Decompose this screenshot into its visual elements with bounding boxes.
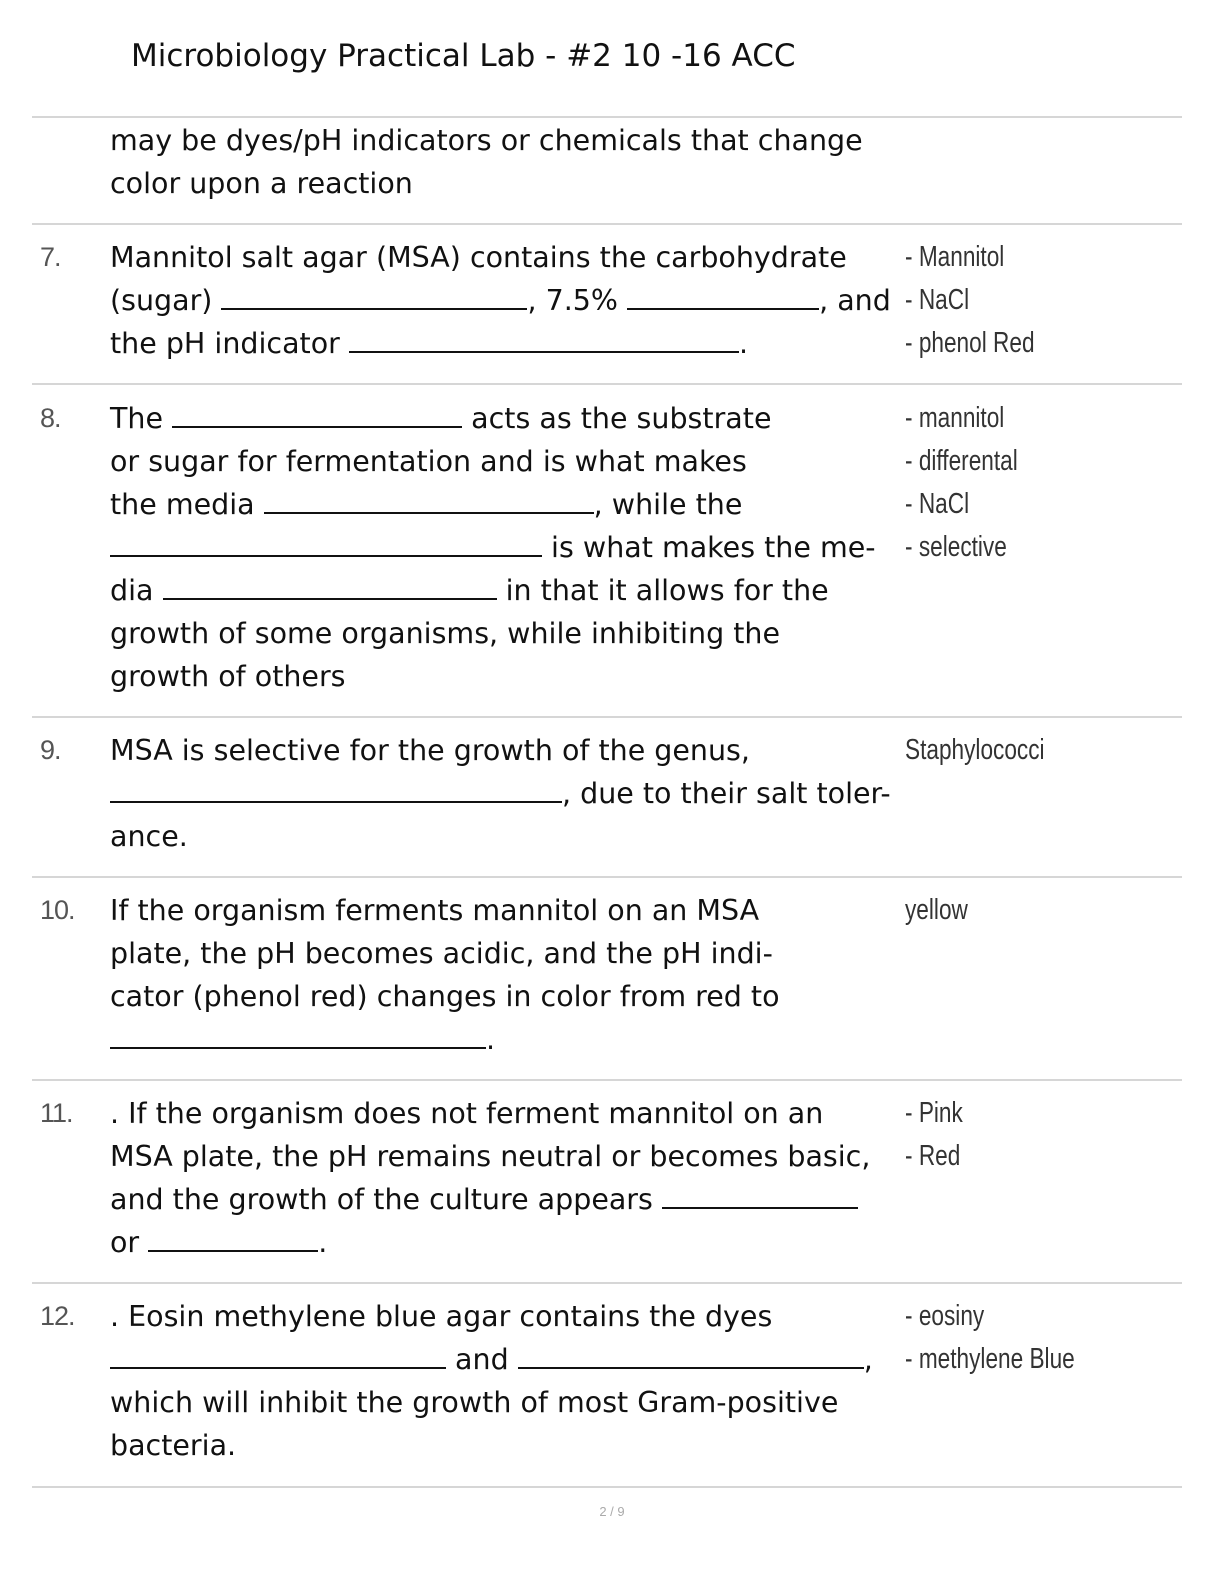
text-line: [110, 1221, 900, 1264]
text-fragment: The: [110, 402, 173, 435]
answer-blank[interactable]: [662, 1181, 858, 1209]
handwritten-answers: [905, 729, 1123, 772]
text-line: color upon a reaction: [110, 167, 413, 200]
text-line: [110, 279, 900, 322]
answer-note: yellow: [905, 894, 968, 926]
text-fragment: .: [486, 1023, 496, 1056]
text-line: . If the organism does not ferment mannitol on an: [110, 1097, 824, 1130]
answer-blank[interactable]: [110, 775, 562, 803]
intro-text: [110, 119, 900, 205]
text-line: ance.: [110, 820, 188, 853]
text-line: [110, 526, 900, 569]
text-fragment: ,: [863, 1343, 873, 1376]
text-fragment: the pH indicator: [110, 327, 349, 360]
text-fragment: .: [738, 327, 748, 360]
answer-blank[interactable]: [627, 282, 819, 310]
answer-blank[interactable]: [148, 1224, 318, 1252]
answer-note: - selective: [905, 531, 1007, 563]
page-number: 2 / 9: [599, 1504, 625, 1519]
divider: [32, 1282, 1182, 1284]
text-line: MSA is selective for the growth of the genus,: [110, 734, 750, 767]
text-line: which will inhibit the growth of most Gram-positive: [110, 1386, 839, 1419]
question-number: 9.: [40, 735, 61, 765]
answer-note: - Mannitol: [905, 241, 1005, 273]
text-line: MSA plate, the pH remains neutral or becomes basic,: [110, 1140, 871, 1173]
question-number: 12.: [40, 1301, 75, 1331]
text-fragment: and: [446, 1343, 518, 1376]
divider: [32, 716, 1182, 718]
question-number: 10.: [40, 895, 75, 925]
answer-note: - NaCl: [905, 488, 970, 520]
divider: [32, 876, 1182, 878]
answer-note: Staphylococci: [905, 734, 1045, 766]
text-line: [110, 483, 900, 526]
text-line: growth of some organisms, while inhibiting the: [110, 617, 781, 650]
text-line: [110, 569, 900, 612]
question-text: [110, 889, 900, 1061]
text-line: cator (phenol red) changes in color from red to: [110, 980, 780, 1013]
text-fragment: dia: [110, 574, 163, 607]
page-title: Microbiology Practical Lab - #2 10 -16 ACC: [131, 38, 796, 74]
question-text: [110, 1295, 900, 1467]
text-fragment: and the growth of the culture appears: [110, 1183, 662, 1216]
handwritten-answers: [905, 889, 1123, 932]
answer-blank[interactable]: [110, 529, 542, 557]
answer-note: - mannitol: [905, 402, 1005, 434]
answer-blank[interactable]: [110, 1021, 486, 1049]
answer-note: - differental: [905, 445, 1018, 477]
text-fragment: acts as the substrate: [462, 402, 772, 435]
text-fragment: or: [110, 1226, 149, 1259]
question-text: [110, 1092, 900, 1264]
answer-blank[interactable]: [518, 1341, 864, 1369]
text-line: [110, 1018, 900, 1061]
answer-note: - phenol Red: [905, 327, 1035, 359]
divider: [32, 223, 1182, 225]
handwritten-answers: [905, 397, 1123, 569]
divider: [32, 1486, 1182, 1488]
text-line: [110, 772, 900, 815]
answer-note: - Pink: [905, 1097, 963, 1129]
question-text: [110, 397, 900, 698]
text-line: [110, 1338, 900, 1381]
text-fragment: , 7.5%: [527, 284, 628, 317]
text-line: [110, 322, 900, 365]
handwritten-answers: [905, 236, 1123, 365]
text-fragment: , due to their salt toler-: [562, 777, 891, 810]
text-fragment: , and: [819, 284, 891, 317]
text-fragment: the media: [110, 488, 264, 521]
question-text: [110, 729, 900, 858]
question-number: 11.: [40, 1098, 73, 1128]
text-fragment: is what makes the me-: [542, 531, 876, 564]
question-text: [110, 236, 900, 365]
divider: [32, 116, 1182, 118]
text-line: If the organism ferments mannitol on an MSA: [110, 894, 760, 927]
divider: [32, 383, 1182, 385]
answer-note: - Red: [905, 1140, 961, 1172]
question-number: 8.: [40, 403, 61, 433]
text-fragment: in that it allows for the: [496, 574, 829, 607]
text-line: Mannitol salt agar (MSA) contains the carbohydrate: [110, 241, 847, 274]
answer-blank[interactable]: [163, 572, 497, 600]
answer-note: - NaCl: [905, 284, 970, 316]
text-line: growth of others: [110, 660, 346, 693]
text-line: plate, the pH becomes acidic, and the pH indi-: [110, 937, 773, 970]
answer-blank[interactable]: [172, 400, 462, 428]
text-line: bacteria.: [110, 1429, 237, 1462]
answer-note: - eosiny: [905, 1300, 985, 1332]
text-fragment: .: [318, 1226, 328, 1259]
text-line: . Eosin methylene blue agar contains the dyes: [110, 1300, 773, 1333]
text-line: or sugar for fermentation and is what makes: [110, 445, 747, 478]
answer-blank[interactable]: [264, 486, 594, 514]
handwritten-answers: [905, 1092, 1123, 1178]
divider: [32, 1079, 1182, 1081]
question-number: 7.: [40, 242, 61, 272]
text-line: [110, 397, 900, 440]
text-fragment: (sugar): [110, 284, 222, 317]
answer-blank[interactable]: [110, 1341, 446, 1369]
text-line: [110, 1178, 900, 1221]
answer-blank[interactable]: [221, 282, 527, 310]
answer-note: - methylene Blue: [905, 1343, 1075, 1375]
text-line: may be dyes/pH indicators or chemicals that change: [110, 124, 863, 157]
handwritten-answers: [905, 1295, 1123, 1381]
answer-blank[interactable]: [349, 325, 739, 353]
text-fragment: , while the: [593, 488, 743, 521]
